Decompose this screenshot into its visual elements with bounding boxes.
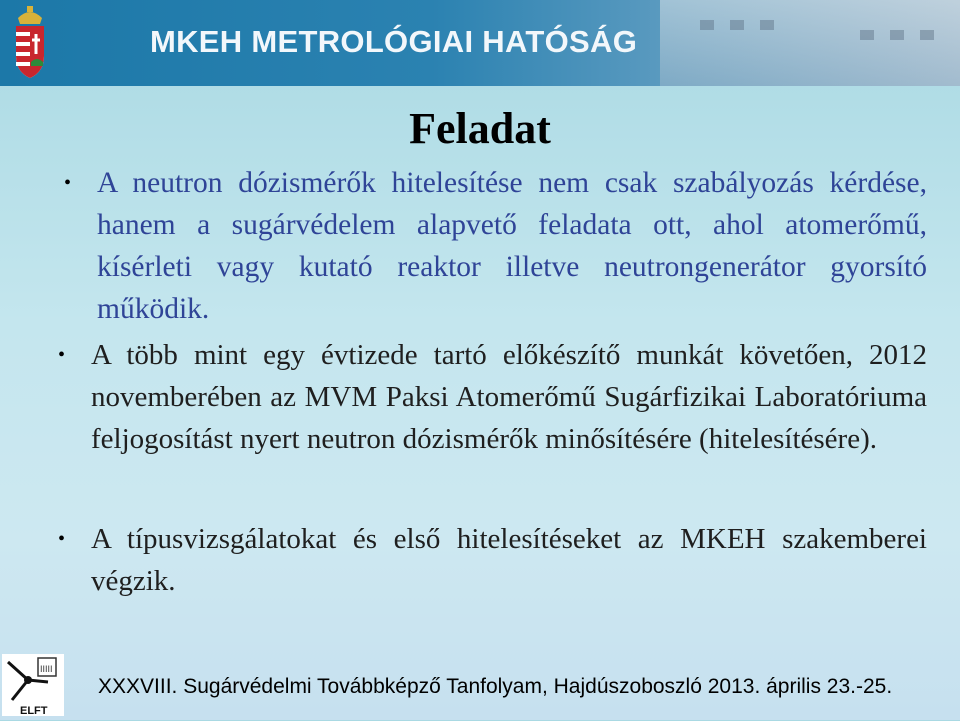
bullet-item-2 (58, 334, 927, 460)
building-photo (660, 0, 960, 86)
header-banner (0, 0, 960, 86)
bullet-dot: • (58, 528, 66, 550)
bullet-text-2: A több mint egy évtizede tartó előkészítő munkát követően, 2012 novemberében az MVM Paksi Atomerőmű Sugárfizikai Laboratóriuma feljogosítást nyert neutron dózismérők minősítésére (hitelesítésére). (91, 339, 927, 455)
org-title: MKEH METROLÓGIAI HATÓSÁG (150, 24, 638, 59)
bullet-item-1 (64, 162, 927, 330)
bullet-item-3 (58, 518, 927, 602)
hungarian-coat-of-arms-icon (10, 4, 50, 82)
bullet-text-3: A típusvizsgálatokat és első hitelesítéseket az MKEH szakemberei végzik. (91, 523, 927, 597)
footer-event-text: XXXVIII. Sugárvédelmi Továbbképző Tanfolyam, Hajdúszoboszló 2013. április 23.-25. (98, 675, 893, 698)
svg-text:IIIII: IIIII (40, 664, 53, 674)
bullet-dot: • (64, 172, 72, 194)
slide-title: Feladat (409, 104, 551, 153)
bullet-text-1: A neutron dózismérők hitelesítése nem csak szabályozás kérdése, hanem a sugárvédelem alapvető feladata ott, ahol atomerőmű, kísérleti vagy kutató reaktor illetve neutrongenerátor gyorsító működik. (97, 167, 927, 325)
elft-logo-text: ELFT (20, 705, 48, 716)
elft-logo-icon (2, 654, 64, 716)
bullet-dot: • (58, 344, 66, 366)
